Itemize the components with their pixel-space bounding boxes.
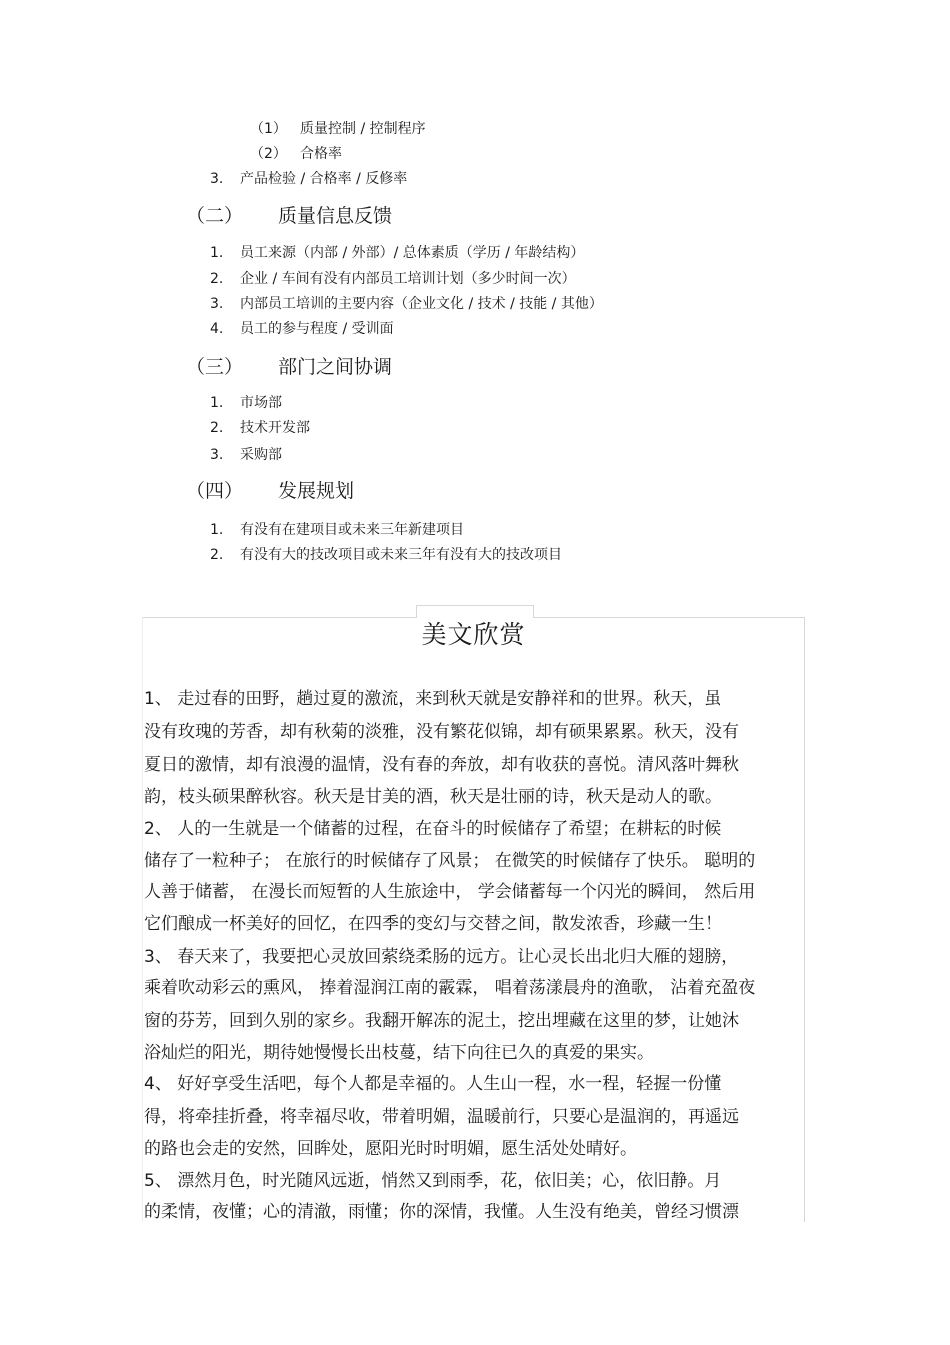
list-item	[210, 546, 562, 564]
list-item-text: 采购部	[240, 447, 282, 463]
essay-title: 美文欣赏	[421, 620, 526, 649]
list-item-number: 3.	[210, 447, 224, 463]
essay-line: 乘着吹动彩云的熏风， 捧着湿润江南的霰霖， 唱着荡漾晨舟的渔歌， 沾着充盈夜	[144, 978, 756, 998]
section-heading-2	[186, 204, 392, 228]
section-3-title: 部门之间协调	[278, 356, 393, 378]
essay-line: 窗的芬芳，回到久别的家乡。我翻开解冻的泥土，挖出埋藏在这里的梦，让她沐	[144, 1011, 739, 1031]
essay-line: 浴灿烂的阳光，期待她慢慢长出枝蔓，结下向往已久的真爱的果实。	[144, 1043, 654, 1063]
section-2-number: （二）	[186, 205, 244, 227]
essay-line: 的柔情，夜懂；心的清澈，雨懂；你的深情，我懂。人生没有绝美，曾经习惯漂	[144, 1202, 739, 1222]
essay-line: 夏日的激情，却有浪漫的温情，没有春的奔放，却有收获的喜悦。清风落叶舞秋	[144, 755, 739, 775]
essay-line: 4、 好好享受生活吧，每个人都是幸福的。人生山一程，水一程，轻握一份懂	[144, 1074, 722, 1094]
list-item	[210, 295, 603, 313]
list-item-number: 4.	[210, 321, 224, 337]
list-item-number: 2.	[210, 420, 224, 436]
list-item-number: 2.	[210, 547, 224, 563]
list-item-text: 市场部	[240, 395, 282, 411]
section-3-number: （三）	[186, 356, 244, 378]
sub-item-1-text: 质量控制 / 控制程序	[300, 121, 426, 137]
list-item	[210, 446, 282, 464]
list-item	[210, 270, 576, 288]
section-heading-4	[186, 479, 354, 503]
sub-item-2-number: （2）	[250, 146, 287, 162]
essay-line: 储存了一粒种子； 在旅行的时候储存了风景； 在微笑的时候储存了快乐。 聪明的	[144, 851, 756, 871]
section-4-number: （四）	[186, 480, 244, 502]
list-item-text: 有没有在建项目或未来三年新建项目	[240, 522, 464, 538]
list-item-text: 有没有大的技改项目或未来三年有没有大的技改项目	[240, 547, 562, 563]
essay-line: 1、 走过春的田野，趟过夏的激流，来到秋天就是安静祥和的世界。秋天，虽	[144, 689, 722, 709]
list-item-3	[210, 170, 407, 188]
list-item-number: 1.	[210, 245, 224, 261]
list-item-number: 1.	[210, 522, 224, 538]
list-item	[210, 419, 310, 437]
list-item-text: 员工来源（内部 / 外部）/ 总体素质（学历 / 年龄结构）	[240, 245, 585, 261]
essay-line: 5、 漂然月色，时光随风远逝，悄然又到雨季，花，依旧美；心，依旧静。月	[144, 1171, 722, 1191]
list-item-3-number: 3.	[210, 171, 224, 187]
list-item-text: 技术开发部	[240, 420, 310, 436]
section-heading-3	[186, 355, 392, 379]
list-item	[210, 521, 464, 539]
list-item-number: 1.	[210, 395, 224, 411]
essay-line: 的路也会走的安然，回眸处，愿阳光时时明媚，愿生活处处晴好。	[144, 1139, 637, 1159]
essay-line: 2、 人的一生就是一个储蓄的过程，在奋斗的时候储存了希望；在耕耘的时候	[144, 819, 722, 839]
sub-item-2-text: 合格率	[300, 146, 342, 162]
list-item-3-text: 产品检验 / 合格率 / 反修率	[240, 171, 408, 187]
list-item-number: 3.	[210, 296, 224, 312]
essay-tab-notch	[416, 605, 534, 618]
essay-line: 韵，枝头硕果醉秋容。秋天是甘美的酒，秋天是壮丽的诗，秋天是动人的歌。	[144, 787, 722, 807]
sub-item-1	[250, 120, 426, 138]
list-item-text: 员工的参与程度 / 受训面	[240, 321, 394, 337]
essay-line: 3、 春天来了，我要把心灵放回萦绕柔肠的远方。让心灵长出北归大雁的翅膀，	[144, 947, 739, 967]
list-item-text: 内部员工培训的主要内容（企业文化 / 技术 / 技能 / 其他）	[240, 296, 603, 312]
sub-item-1-number: （1）	[250, 121, 287, 137]
section-4-title: 发展规划	[278, 480, 355, 502]
essay-line: 得，将牵挂折叠，将幸福尽收，带着明媚，温暖前行，只要心是温润的，再遥远	[144, 1107, 739, 1127]
sub-item-2	[250, 145, 342, 163]
list-item	[210, 244, 584, 262]
essay-line: 没有玫瑰的芳香，却有秋菊的淡雅，没有繁花似锦，却有硕果累累。秋天，没有	[144, 722, 739, 742]
list-item	[210, 394, 282, 412]
list-item	[210, 320, 394, 338]
essay-line: 人善于储蓄， 在漫长而短暂的人生旅途中， 学会储蓄每一个闪光的瞬间， 然后用	[144, 882, 756, 902]
section-2-title: 质量信息反馈	[278, 205, 393, 227]
essay-line: 它们酿成一杯美好的回忆，在四季的变幻与交替之间，散发浓香，珍藏一生！	[144, 914, 722, 934]
list-item-text: 企业 / 车间有没有内部员工培训计划（多少时间一次）	[240, 271, 576, 287]
list-item-number: 2.	[210, 271, 224, 287]
